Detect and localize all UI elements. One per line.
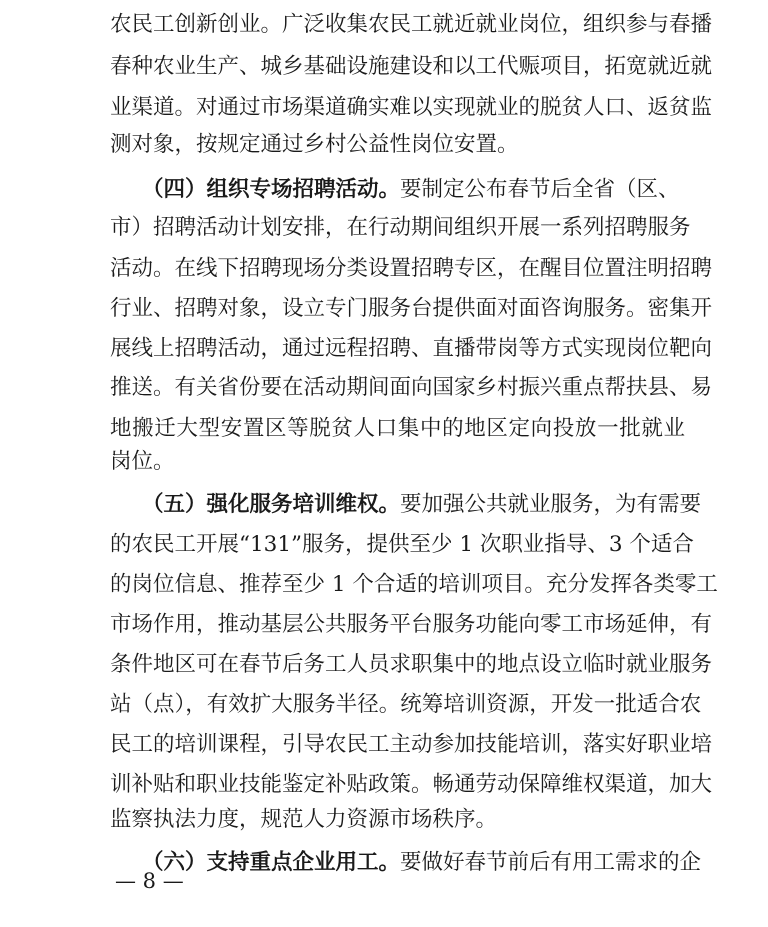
paragraph-line: 行业、招聘对象，设立专门服务台提供面对面咨询服务。密集开 [110,296,713,321]
paragraph-line: 农民工创新创业。广泛收集农民工就近就业岗位，组织参与春播 [110,12,713,37]
page-number: — 8 — [115,869,184,893]
paragraph-line: 监察执法力度，规范人力资源市场秩序。 [110,807,498,832]
section-text: 要制定公布春节后全省（区、 [400,177,680,202]
paragraph-line: 训补贴和职业技能鉴定补贴政策。畅通劳动保障维权渠道，加大 [110,772,713,797]
section-text: 要加强公共就业服务，为有需要 [400,492,702,517]
paragraph-line: 岗位。 [110,449,175,474]
section-heading: （四）组织专场招聘活动。 [142,177,401,202]
section-text: 要做好春节前后有用工需求的企 [400,850,702,875]
paragraph-line: 展线上招聘活动，通过远程招聘、直播带岗等方式实现岗位靶向 [110,336,713,361]
paragraph-line: 民工的培训课程，引导农民工主动参加技能培训，落实好职业培 [110,732,713,757]
section-heading: （六）支持重点企业用工。 [142,850,401,875]
paragraph-line: 测对象，按规定通过乡村公益性岗位安置。 [110,132,519,157]
paragraph-line: 站（点），有效扩大服务半径。统筹培训资源，开发一批适合农 [110,692,702,717]
paragraph-line: 的岗位信息、推荐至少 1 个合适的培训项目。充分发挥各类零工 [110,572,718,597]
paragraph-line: 推送。有关省份要在活动期间面向国家乡村振兴重点帮扶县、易 [110,375,713,400]
paragraph-line: 春种农业生产、城乡基础设施建设和以工代赈项目，拓宽就近就 [110,54,713,79]
paragraph-line: 地搬迁大型安置区等脱贫人口集中的地区定向投放一批就业 [110,416,685,441]
section-4-first-line [142,175,680,205]
paragraph-line: 的农民工开展“131”服务，提供至少 1 次职业指导、3 个适合 [110,532,694,557]
paragraph-line: 活动。在线下招聘现场分类设置招聘专区，在醒目位置注明招聘 [110,256,713,281]
paragraph-line: 市场作用，推动基层公共服务平台服务功能向零工市场延伸，有 [110,612,713,637]
paragraph-line: 市）招聘活动计划安排，在行动期间组织开展一系列招聘服务 [110,215,691,240]
section-heading: （五）强化服务培训维权。 [142,492,401,517]
section-6-first-line [142,848,701,878]
section-5-first-line [142,490,701,520]
paragraph-line: 条件地区可在春节后务工人员求职集中的地点设立临时就业服务 [110,652,713,677]
paragraph-line: 业渠道。对通过市场渠道确实难以实现就业的脱贫人口、返贫监 [110,95,713,120]
